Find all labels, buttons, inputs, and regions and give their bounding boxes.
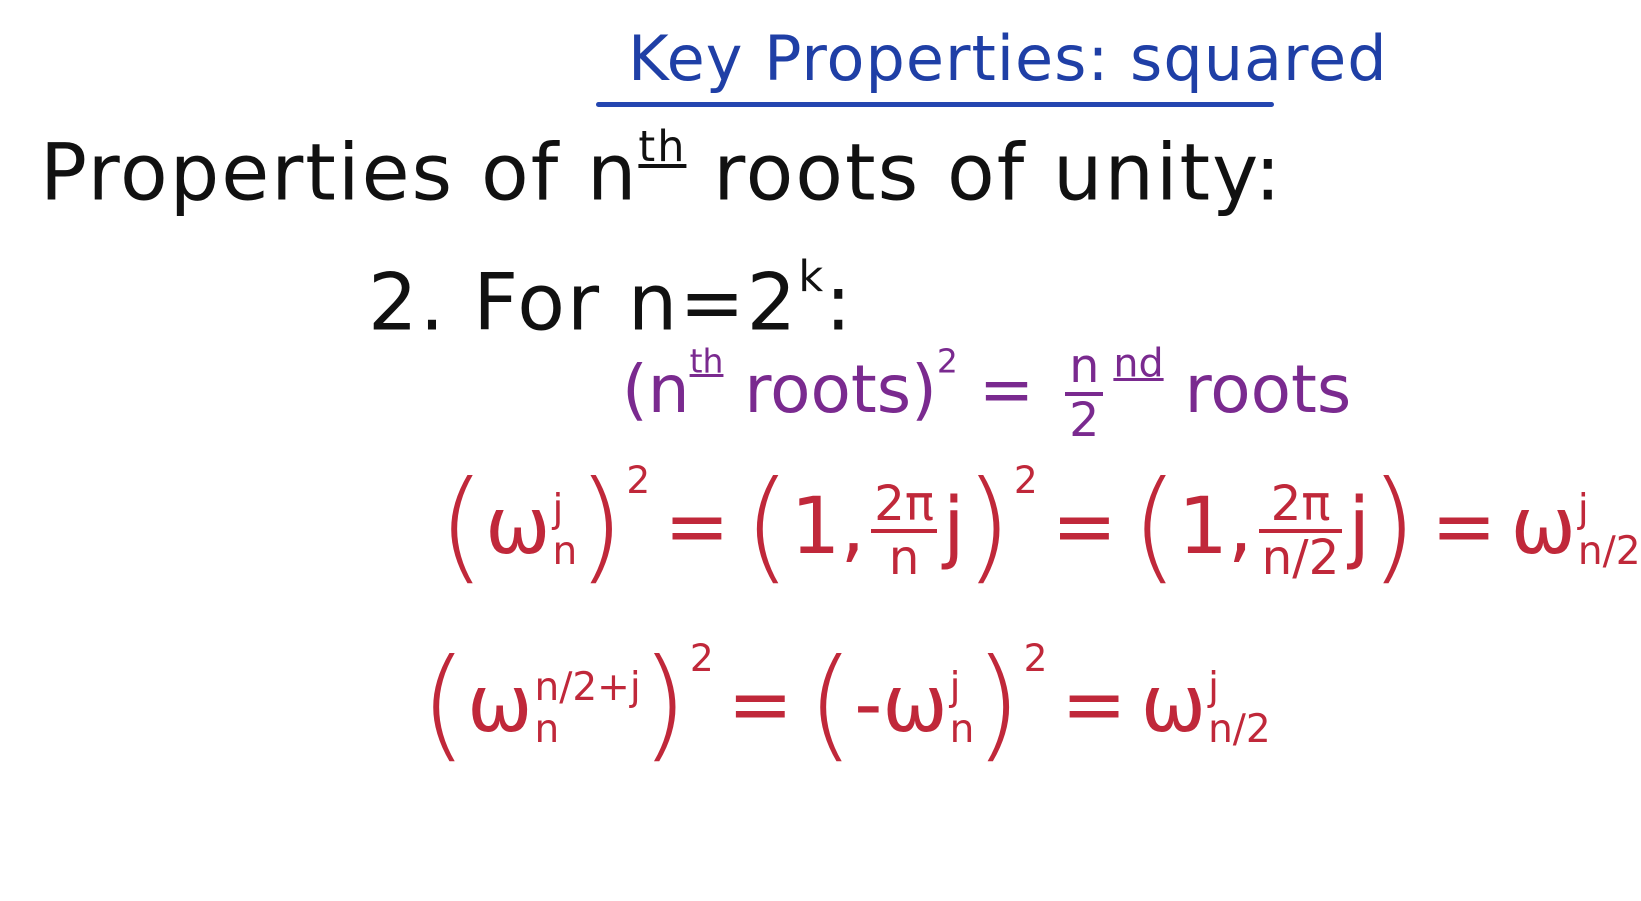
heading-tail: roots of unity: bbox=[686, 128, 1283, 219]
eq2-sup: n/2+j bbox=[534, 664, 641, 710]
eq2-omega: ω bbox=[467, 659, 533, 750]
eq1-open2: ( bbox=[743, 455, 791, 597]
eq2-omega-result: ω bbox=[1140, 659, 1207, 750]
eq1-frac-den: n bbox=[888, 530, 920, 587]
eq2-open2: ( bbox=[807, 633, 855, 775]
eq1-equals3: = bbox=[1431, 481, 1497, 572]
purple-roots1: roots) bbox=[723, 350, 937, 428]
eq1-close3: ) bbox=[1370, 455, 1418, 597]
item-sup: k bbox=[798, 252, 826, 302]
eq2-result-sup: j bbox=[1208, 664, 1219, 710]
eq1-equals: = bbox=[664, 481, 730, 572]
item-lead: 2. For n=2 bbox=[368, 258, 799, 349]
eq2-close: ) bbox=[640, 633, 688, 775]
eq1-sub-n: n bbox=[552, 529, 578, 575]
eq1-close: ) bbox=[577, 455, 625, 597]
purple-eq: = bbox=[957, 350, 1056, 428]
eq1-fraction bbox=[871, 475, 937, 587]
heading-line bbox=[40, 122, 1283, 219]
slide-title: Key Properties: squared bbox=[628, 22, 1388, 95]
eq2-close2: ) bbox=[974, 633, 1022, 775]
eq2-open: ( bbox=[420, 633, 468, 775]
purple-fraction bbox=[1065, 339, 1103, 448]
eq1-j: j bbox=[943, 481, 965, 572]
purple-nd: nd bbox=[1113, 340, 1164, 387]
eq2-minus-omega: -ω bbox=[854, 659, 948, 750]
eq2-sq2: 2 bbox=[1023, 636, 1048, 680]
eq1-fraction3 bbox=[1259, 475, 1343, 587]
purple-sup-th: th bbox=[689, 341, 724, 381]
eq1-result-indices bbox=[1577, 486, 1641, 575]
eq2-sub-n: n bbox=[534, 707, 560, 753]
item-tail: : bbox=[825, 258, 854, 349]
eq2-equals: = bbox=[727, 659, 794, 750]
eq1-frac3-num: 2π bbox=[1259, 479, 1343, 534]
eq1-result-sup: j bbox=[1577, 486, 1589, 532]
eq2-equals2: = bbox=[1061, 659, 1127, 750]
eq1-omega-indices bbox=[552, 486, 578, 575]
eq2-result-sub: n/2 bbox=[1208, 707, 1271, 753]
eq1-sup-j: j bbox=[552, 486, 564, 532]
eq1-open: ( bbox=[438, 455, 486, 597]
equation-2 bbox=[420, 633, 1271, 775]
eq1-open3: ( bbox=[1131, 455, 1179, 597]
eq1-frac-num: 2π bbox=[871, 479, 937, 534]
eq1-one: 1, bbox=[790, 481, 866, 572]
eq1-sq: 2 bbox=[626, 458, 651, 502]
eq2-sq: 2 bbox=[689, 636, 714, 680]
eq1-result-sub: n/2 bbox=[1577, 529, 1641, 575]
purple-statement bbox=[622, 339, 1352, 448]
eq1-frac3-den: n/2 bbox=[1261, 530, 1340, 587]
property-item-2 bbox=[368, 252, 854, 349]
eq1-one3: 1, bbox=[1178, 481, 1253, 572]
purple-sq: 2 bbox=[936, 341, 958, 381]
eq2-result-indices bbox=[1208, 664, 1271, 753]
eq1-j3: j bbox=[1348, 481, 1371, 572]
heading-sup: th bbox=[638, 122, 687, 172]
purple-roots2: roots bbox=[1163, 350, 1352, 428]
purple-frac-num: n bbox=[1065, 342, 1103, 396]
eq2-inner-indices bbox=[949, 664, 975, 753]
purple-open: (n bbox=[622, 350, 690, 428]
equation-1 bbox=[438, 455, 1641, 597]
eq1-close2: ) bbox=[964, 455, 1012, 597]
eq2-omega-indices bbox=[534, 664, 641, 753]
heading-lead: Properties of n bbox=[40, 128, 639, 219]
eq2-inner-sup: j bbox=[949, 664, 961, 710]
eq1-omega-result: ω bbox=[1510, 481, 1576, 572]
purple-frac-den: 2 bbox=[1069, 392, 1100, 448]
eq1-sq2: 2 bbox=[1013, 458, 1038, 502]
eq2-inner-sub: n bbox=[949, 707, 975, 753]
eq1-omega: ω bbox=[485, 481, 551, 572]
eq1-equals2: = bbox=[1051, 481, 1118, 572]
title-underline bbox=[596, 102, 1274, 107]
